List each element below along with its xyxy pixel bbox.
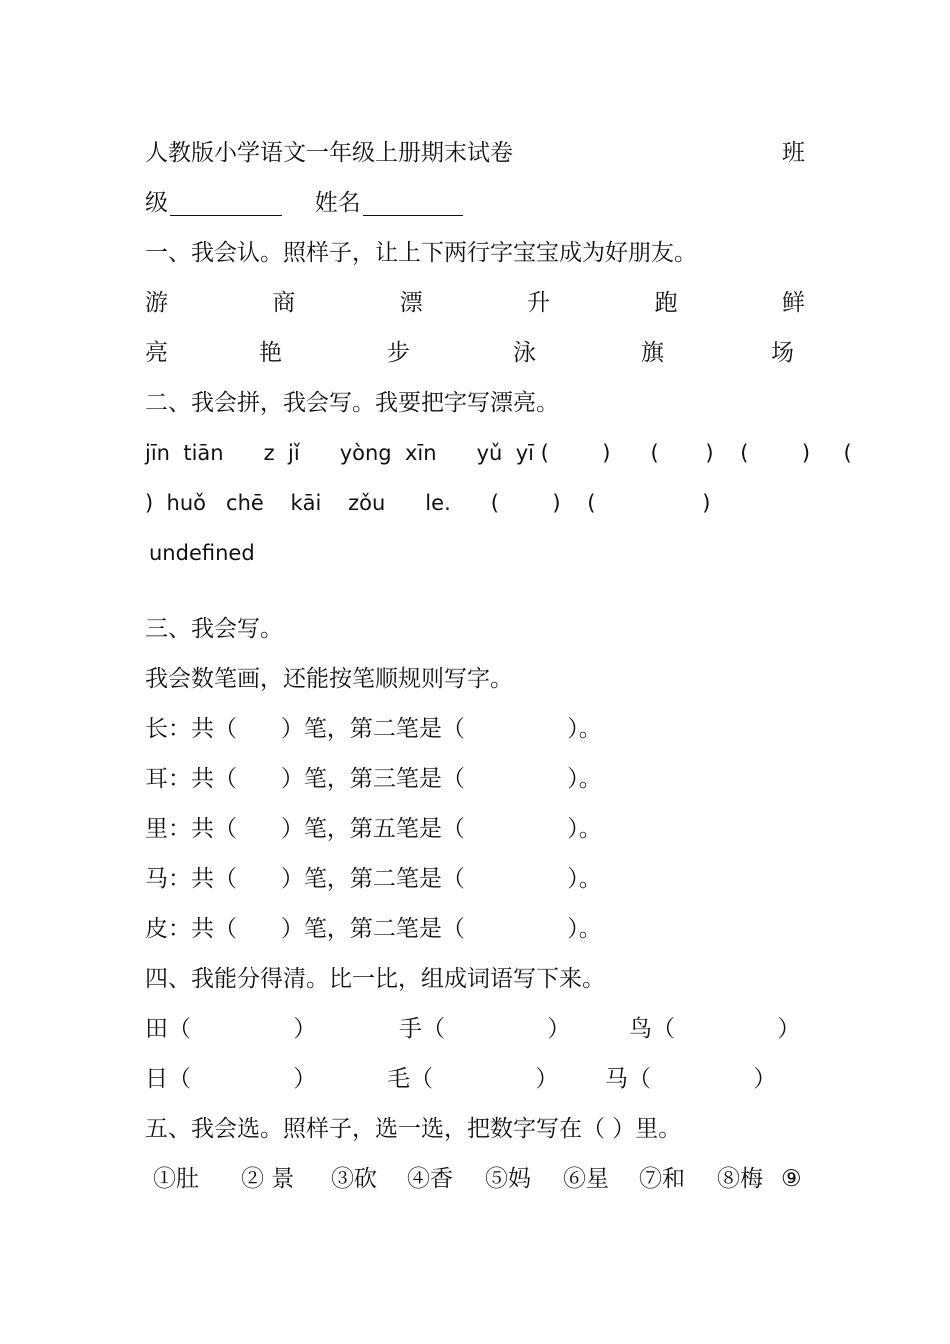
- section5-heading: 五、我会选。照样子，选一选，把数字写在（ ）里。: [145, 1116, 682, 1142]
- section4-row1: [145, 1004, 805, 1054]
- word-compose-cell: 日（ ）: [145, 1066, 317, 1092]
- word-compose-cell: 鸟（ ）: [629, 1016, 801, 1042]
- word-compose-cell: 手（ ）: [399, 1016, 571, 1042]
- section4-row2: [145, 1054, 805, 1104]
- char-cell: 游: [145, 290, 168, 316]
- section1-row1: [145, 278, 805, 328]
- char-cell: 亮: [145, 340, 168, 366]
- char-cell: 跑: [654, 290, 678, 316]
- char-cell: 旗: [641, 340, 664, 366]
- option-item: ② 景: [241, 1166, 295, 1192]
- section1-heading: 一、我会认。照样子，让上下两行字宝宝成为好朋友。: [145, 240, 697, 266]
- pinyin-line-2: ) huǒ chē kāi zǒu le. ( ) ( ): [145, 491, 711, 515]
- section3-subheading: 我会数笔画，还能按笔顺规则写字。: [145, 666, 513, 692]
- spacer: [145, 578, 805, 604]
- title-row: [145, 128, 805, 178]
- section1-row2: [145, 328, 805, 378]
- word-compose-cell: 马（ ）: [605, 1066, 777, 1092]
- word-compose-cell: 毛（ ）: [387, 1066, 559, 1092]
- pinyin-line-1: jīn tiān z jǐ yòng xīn yǔ yī ( ) ( ) ( ) (: [145, 441, 852, 465]
- char-cell: 步: [387, 340, 410, 366]
- name-label: 姓名: [314, 190, 361, 216]
- option-item: ④香: [407, 1166, 453, 1192]
- stroke-row: 里：共（ ）笔，第五笔是（ ）。: [145, 816, 602, 842]
- char-cell: 泳: [513, 340, 536, 366]
- char-cell: 漂: [399, 290, 423, 316]
- class-label-part-b: 级: [145, 190, 168, 216]
- option-item: ⑨: [781, 1166, 802, 1192]
- stroke-row: 耳：共（ ）笔，第三笔是（ ）。: [145, 766, 602, 792]
- option-item: ⑥星: [563, 1166, 609, 1192]
- stroke-row: 马：共（ ）笔，第二笔是（ ）。: [145, 866, 602, 892]
- stroke-row: 皮：共（ ）笔，第二笔是（ ）。: [145, 916, 602, 942]
- name-blank[interactable]: [363, 187, 463, 216]
- class-blank[interactable]: [170, 187, 282, 216]
- char-cell: 升: [527, 290, 551, 316]
- option-item: ⑧梅: [717, 1166, 763, 1192]
- exam-page: [145, 128, 852, 1204]
- exam-title: 人教版小学语文一年级上册期末试卷: [145, 140, 513, 166]
- student-info-row: [145, 178, 805, 228]
- section3-heading: 三、我会写。: [145, 616, 283, 642]
- char-cell: 鲜: [781, 290, 805, 316]
- class-label-part-a: 班: [782, 140, 805, 166]
- section4-heading: 四、我能分得清。比一比，组成词语写下来。: [145, 966, 605, 992]
- option-item: ⑦和: [639, 1166, 685, 1192]
- char-cell: 商: [272, 290, 296, 316]
- option-item: ⑤妈: [485, 1166, 531, 1192]
- section5-options: [145, 1154, 805, 1204]
- char-cell: 场: [771, 340, 794, 366]
- option-item: ①肚: [153, 1166, 199, 1192]
- stray-text: undefined: [149, 541, 255, 565]
- stroke-row: 长：共（ ）笔，第二笔是（ ）。: [145, 716, 602, 742]
- section2-heading: 二、我会拼，我会写。我要把字写漂亮。: [145, 390, 559, 416]
- option-item: ③砍: [331, 1166, 377, 1192]
- word-compose-cell: 田（ ）: [145, 1016, 317, 1042]
- char-cell: 艳: [259, 340, 282, 366]
